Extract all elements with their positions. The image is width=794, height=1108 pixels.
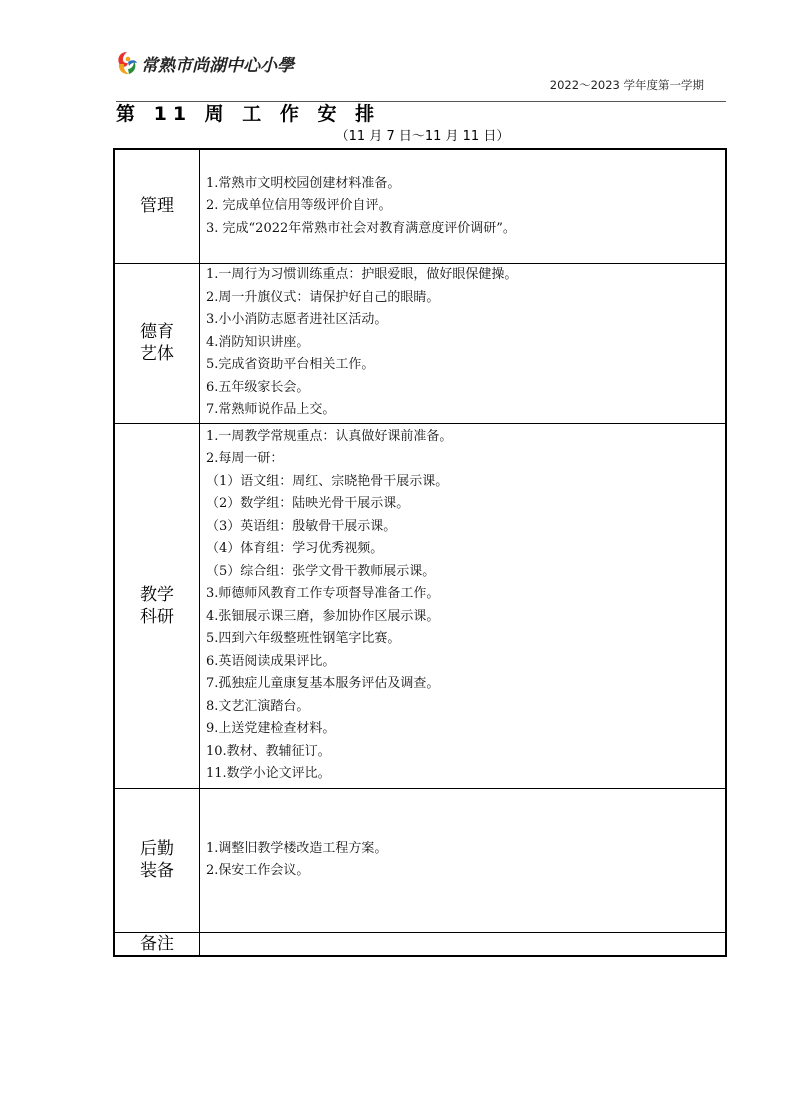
list-item: 7.常熟师说作品上交。: [206, 402, 336, 418]
list-item: 1.一周行为习惯训练重点：护眼爱眼，做好眼保健操。: [206, 267, 518, 283]
list-item: 4.张钿展示课三磨，参加协作区展示课。: [206, 608, 440, 624]
category-label: [114, 788, 200, 932]
table-row-logistics: [114, 788, 726, 932]
list-item: 1.常熟市文明校园创建材料准备。: [206, 175, 401, 191]
list-item: 10.教材、教辅征订。: [206, 743, 331, 759]
date-range: （11 月 7 日～11 月 11 日）: [335, 129, 510, 144]
remarks-content: [200, 932, 727, 956]
list-item: （1）语文组：周红、宗晓艳骨干展示课。: [206, 473, 449, 489]
academic-term: 2022～2023 学年度第一学期: [549, 78, 704, 92]
list-item: 5.完成省资助平台相关工作。: [206, 357, 375, 373]
list-item: （5）综合组：张学文骨干教师展示课。: [206, 563, 436, 579]
category-label: [114, 423, 200, 788]
table-row-moral-arts: [114, 263, 726, 423]
list-item: （3）英语组：殷敏骨干展示课。: [206, 518, 397, 534]
list-item: 2.周一升旗仪式：请保护好自己的眼睛。: [206, 289, 440, 305]
school-logo: [116, 50, 294, 76]
list-item: 3.师德师风教育工作专项督导准备工作。: [206, 586, 440, 601]
page-title: 第 11 周 工 作 安 排: [116, 103, 381, 125]
list-item: （2）数学组：陆映光骨干展示课。: [206, 496, 410, 511]
list-item: 2.保安工作会议。: [206, 863, 310, 878]
table-row-management: [114, 149, 726, 263]
list-item: 6.五年级家长会。: [206, 379, 310, 395]
list-item: 1.调整旧教学楼改造工程方案。: [206, 840, 388, 856]
section-items: [200, 788, 727, 932]
section-items: [200, 263, 727, 423]
school-name: 常熟市尚湖中心小學: [141, 55, 294, 76]
list-item: 4.消防知识讲座。: [206, 334, 310, 350]
list-item: 11.数学小论文评比。: [206, 766, 331, 781]
category-text: 教学科研: [140, 584, 174, 627]
list-item: 3. 完成“2022年常熟市社会对教育满意度评价调研”。: [206, 220, 516, 236]
work-plan-table: [113, 148, 727, 957]
list-item: 6.英语阅读成果评比。: [206, 653, 336, 669]
list-item: 5.四到六年级整班性钢笔字比赛。: [206, 631, 401, 646]
remarks-label: 备注: [114, 932, 200, 956]
section-items: [200, 149, 727, 263]
table-row-teaching-research: [114, 423, 726, 788]
table-row-remarks: [114, 932, 726, 956]
category-label: 管理: [114, 149, 200, 263]
list-item: 8.文艺汇演踏台。: [206, 698, 310, 714]
list-item: 1.一周教学常规重点：认真做好课前准备。: [206, 428, 453, 444]
list-item: 3.小小消防志愿者进社区活动。: [206, 312, 388, 328]
page-header: [116, 44, 726, 102]
category-text: 德育艺体: [140, 322, 174, 364]
school-emblem-icon: [116, 50, 138, 76]
list-item: 9.上送党建检查材料。: [206, 721, 336, 736]
category-text: 后勤装备: [140, 839, 174, 881]
list-item: 7.孤独症儿童康复基本服务评估及调查。: [206, 676, 440, 691]
list-item: 2. 完成单位信用等级评价自评。: [206, 198, 392, 213]
list-item: （4）体育组：学习优秀视频。: [206, 541, 384, 556]
list-item: 2.每周一研：: [206, 451, 284, 466]
category-label: [114, 263, 200, 423]
section-items: [200, 423, 727, 788]
